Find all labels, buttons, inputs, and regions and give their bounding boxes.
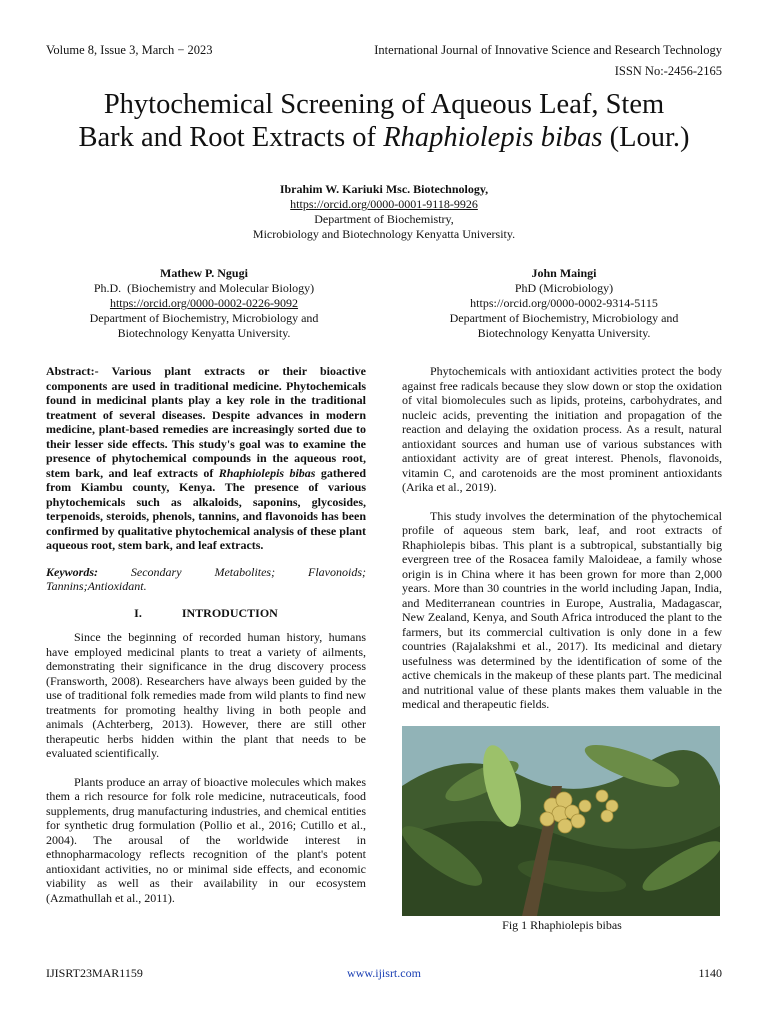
abstract-text-end: gathered from Kiambu county, Kenya. The presence of various phytochemicals such as alkaloids, saponins, glycosides, terpenoids, steroids, phenols, tannins, and flavonoids has been confirmed by qualitative phytochemical analysis of these plant aqueous root, stem bark, and leaf extracts.: [46, 465, 366, 552]
author-block-3: [412, 266, 716, 341]
author-dept: Department of Biochemistry,: [314, 212, 454, 226]
author-orcid-text: https://orcid.org/0000-0002-9314-5115: [470, 296, 658, 310]
author-name: Ibrahim W. Kariuki Msc. Biotechnology,: [279, 182, 489, 196]
title-species: Rhaphiolepis bibas: [383, 122, 603, 153]
keywords-label: Keywords:: [46, 564, 98, 579]
figure-plant-photo: [402, 726, 720, 916]
author-dept: Department of Biochemistry, Microbiology and: [449, 311, 679, 325]
right-paragraph-2: This study involves the determination of the phytochemical profile of aqueous stem bark, leaf, and root extracts of Rhaphiolepis bibas. This plant is a subtropical, substantially big evergreen tree of the Rosacea family Maloideae, a family whose origin is in China where it has been grown for more than 2,000 years. More than 30 countries in the world including Japan, India, and Mediterranean countries in Europe, Australia, Madagascar, New Zealand, Kenya, and South Africa introduced the plant to the farmers, but its commercial cultivation is only done in a few countries (Rajalakshmi et al., 2017). Its medicinal and dietary usefulness was determined by the identification of some of the active chemicals in the makeup of these plants part. The medicinal and nutritional value of these plants makes them valuable in the medical and therapeutic fields.: [402, 508, 722, 711]
keywords: [46, 565, 366, 594]
page-number: 1140: [698, 966, 722, 980]
journal-name: International Journal of Innovative Science and Research Technology: [374, 43, 722, 57]
intro-paragraph-1: Since the beginning of recorded human history, humans have employed medicinal plants to treat a variety of ailments, demonstrating their significance in the drug discovery process (Fransworth, 2008). Researchers have always been guided by the use of traditional folk remedies made from wild plants to find new treatments for promoting healthy living in both people and animals (Achterberg, 2013). However, there are still other therapeutic herbs hidden within the plant that needs to be evaluated scientifically.: [46, 630, 366, 760]
section-heading-introduction: [46, 606, 366, 621]
author-degree: PhD (Microbiology): [514, 281, 614, 295]
author-dept: Department of Biochemistry, Microbiology and: [89, 311, 319, 325]
plant-photo-illustration: [402, 726, 720, 916]
right-column: [402, 364, 722, 932]
abstract: [46, 364, 366, 553]
title-line-2-prefix: Bark and Root Extracts of: [78, 122, 384, 153]
section-title: INTRODUCTION: [181, 605, 278, 620]
figure-caption: Fig 1 Rhaphiolepis bibas: [502, 917, 622, 932]
journal-url-link[interactable]: www.ijisrt.com: [347, 966, 421, 980]
author-block-2: [56, 266, 352, 341]
author-name: Mathew P. Ngugi: [160, 266, 248, 280]
volume-issue: Volume 8, Issue 3, March − 2023: [46, 43, 213, 57]
author-dept: Biotechnology Kenyatta University.: [477, 326, 651, 340]
keywords-text: Secondary Metabolites; Flavonoids; Tannins;Antioxidant.: [46, 564, 366, 593]
intro-paragraph-2: Plants produce an array of bioactive molecules which makes them a rich resource for folk role medicine, nutraceuticals, food supplements, drug manufacturing industries, and chemical entities for synthetic drug formulation (Pollio et al., 2016; Cutillo et al., 2004). The arousal of the worldwide interest in ethnopharmacology reflects recognition of the plant's potent antioxidant activities, no or minimal side effects, and economic viability as well as their availability in our ecosystem (Azmathullah et al., 2011).: [46, 774, 366, 905]
author-block-1: [190, 182, 578, 242]
article-id: IJISRT23MAR1159: [46, 966, 143, 980]
abstract-species: Rhaphiolepis bibas: [218, 465, 316, 480]
author-dept: Microbiology and Biotechnology Kenyatta University.: [252, 227, 516, 241]
abstract-text: Abstract:- Various plant extracts or their bioactive components are used in traditional medicine. Phytochemicals found in medicinal plants play a key role in the traditional treatment of several diseases. Despite advances in modern medicine, plant-based remedies are increasingly sorted due to their lesser side effects. This study's goal was to examine the presence of phytochemical compounds in the aqueous root, stem bark, and leaf extracts of: [46, 364, 366, 480]
author-dept: Biotechnology Kenyatta University.: [117, 326, 291, 340]
left-column: [46, 364, 366, 919]
paper-title: [40, 88, 728, 154]
author-orcid-link[interactable]: https://orcid.org/0000-0002-0226-9092: [109, 296, 299, 310]
author-name: John Maingi: [531, 266, 597, 280]
section-number: I.: [134, 605, 142, 620]
title-line-2-suffix: (Lour.): [602, 122, 690, 153]
title-line-1: Phytochemical Screening of Aqueous Leaf, Stem: [103, 89, 665, 120]
author-orcid-link[interactable]: https://orcid.org/0000-0001-9118-9926: [290, 197, 478, 211]
author-degree: Ph.D. (Biochemistry and Molecular Biology): [93, 281, 315, 295]
right-paragraph-1: Phytochemicals with antioxidant activities protect the body against free radicals because they slow down or stop the oxidation of vital biomolecules such as lipids, proteins, carbohydrates, and nucleic acids, preventing the initiation and propagation of the reaction and delaying the oxidation process. As a result, natural antioxidant sources and human use of various substances with antioxidant activity are of great interest. Phenols, flavonoids, vitamin C, and carotenoids are the most prominent antioxidants (Arika et al., 2019).: [402, 364, 722, 494]
issn: ISSN No:-2456-2165: [614, 64, 722, 78]
